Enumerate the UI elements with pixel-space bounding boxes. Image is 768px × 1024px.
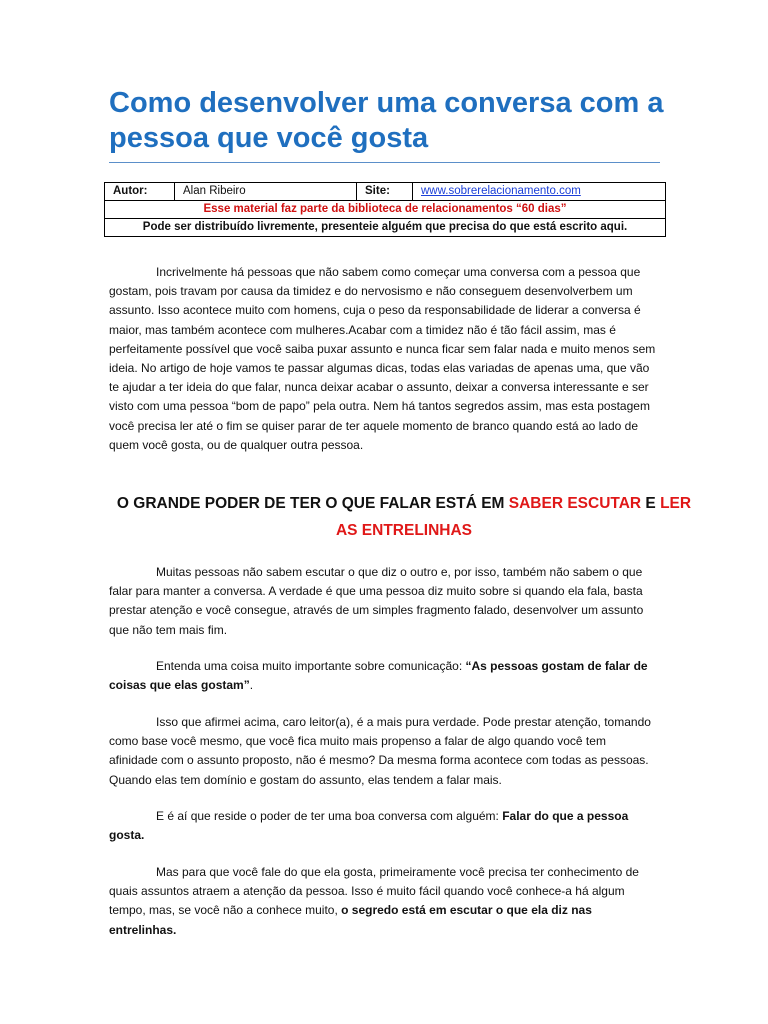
paragraph-4-emphasis: Falar do que a pessoa gosta.	[109, 809, 629, 843]
site-cell	[413, 183, 666, 201]
paragraph-2-quote: “As pessoas gostam de falar de coisas que elas gostam”	[109, 659, 648, 693]
library-note: Esse material faz parte da biblioteca de relacionamentos “60 dias”	[105, 201, 666, 219]
site-label: Site:	[357, 183, 413, 201]
author-label: Autor:	[105, 183, 175, 201]
paragraph-4-text: E é aí que reside o poder de ter uma boa conversa com alguém:	[156, 809, 503, 823]
paragraph-5-emphasis: o segredo está em escutar o que ela diz nas entrelinhas.	[109, 903, 592, 937]
info-table	[104, 182, 666, 237]
section-heading-part1: O GRANDE PODER DE TER O QUE FALAR ESTÁ EM	[116, 495, 509, 512]
paragraph-2	[109, 657, 657, 695]
paragraph-5	[109, 863, 657, 940]
paragraph-2-text: Entenda uma coisa muito importante sobre comunicação:	[156, 659, 466, 673]
info-row-distribution	[105, 219, 666, 237]
paragraph-5-text: Mas para que você fale do que ela gosta, primeiramente você precisa ter conhecimento de quais assuntos atraem a atenção da pessoa. Isso é muito fácil quando você conhece-a há algum tempo, mas, se você não a conhece muito,	[109, 865, 639, 918]
info-row-author	[105, 183, 666, 201]
author-value: Alan Ribeiro	[175, 183, 357, 201]
section-heading-part3: E	[641, 495, 661, 512]
title-divider	[109, 162, 660, 163]
distribution-note: Pode ser distribuído livremente, presenteie alguém que precisa do que está escrito aqui.	[105, 219, 666, 237]
paragraph-2-end: .	[249, 678, 254, 693]
site-link[interactable]: www.sobrerelacionamento.com	[421, 185, 581, 197]
paragraph-4	[109, 807, 657, 845]
paragraph-3: Isso que afirmei acima, caro leitor(a), é a mais pura verdade. Pode prestar atenção, tomando como base você mesmo, que você fica muito mais propenso a falar de algo quando você tem afinidade com o assunto proposto, não é mesmo? Da mesma forma acontece com todas as pessoas. Quando elas tem domínio e gostam do assunto, elas tendem a falar mais.	[109, 715, 651, 787]
info-row-library	[105, 201, 666, 219]
section-heading-part2: SABER ESCUTAR	[508, 495, 642, 512]
intro-paragraph: Incrivelmente há pessoas que não sabem como começar uma conversa com a pessoa que gostam, pois travam por causa da timidez e do nervosismo e não conseguem desenvolverbem um assunto. Isso acontece muito com homens, cuja o peso da responsabilidade de liderar a conversa é maior, mas também acontece com mulheres.Acabar com a timidez não é tão fácil assim, mas é perfeitamente possível que você saiba puxar assunto e nunca ficar sem falar nada e muito menos sem ideia. No artigo de hoje vamos te passar algumas dicas, todas elas variadas de apenas uma, que vão te ajudar a ter ideia do que falar, nunca deixar acabar o assunto, deixar a conversa interessante e ser visto com uma pessoa “bom de papo” pela outra. Nem há tantos segredos assim, mas esta postagem você precisa ler até o fim se quiser parar de ter aquele momento de branco quando está ao lado de quem você gosta, ou de qualquer outra pessoa.	[109, 265, 656, 452]
section-heading	[109, 490, 699, 544]
paragraph-1: Muitas pessoas não sabem escutar o que diz o outro e, por isso, também não sabem o que falar para manter a conversa. A verdade é que uma pessoa diz muito sobre si quando ela fala, basta prestar atenção e você consegue, através de um simples fragmento falado, desenvolver um assunto que não tem mais fim.	[109, 565, 644, 637]
document-title: Como desenvolver uma conversa com a pessoa que você gosta	[109, 87, 664, 154]
section-heading-part4: LER AS ENTRELINHAS	[335, 495, 692, 539]
